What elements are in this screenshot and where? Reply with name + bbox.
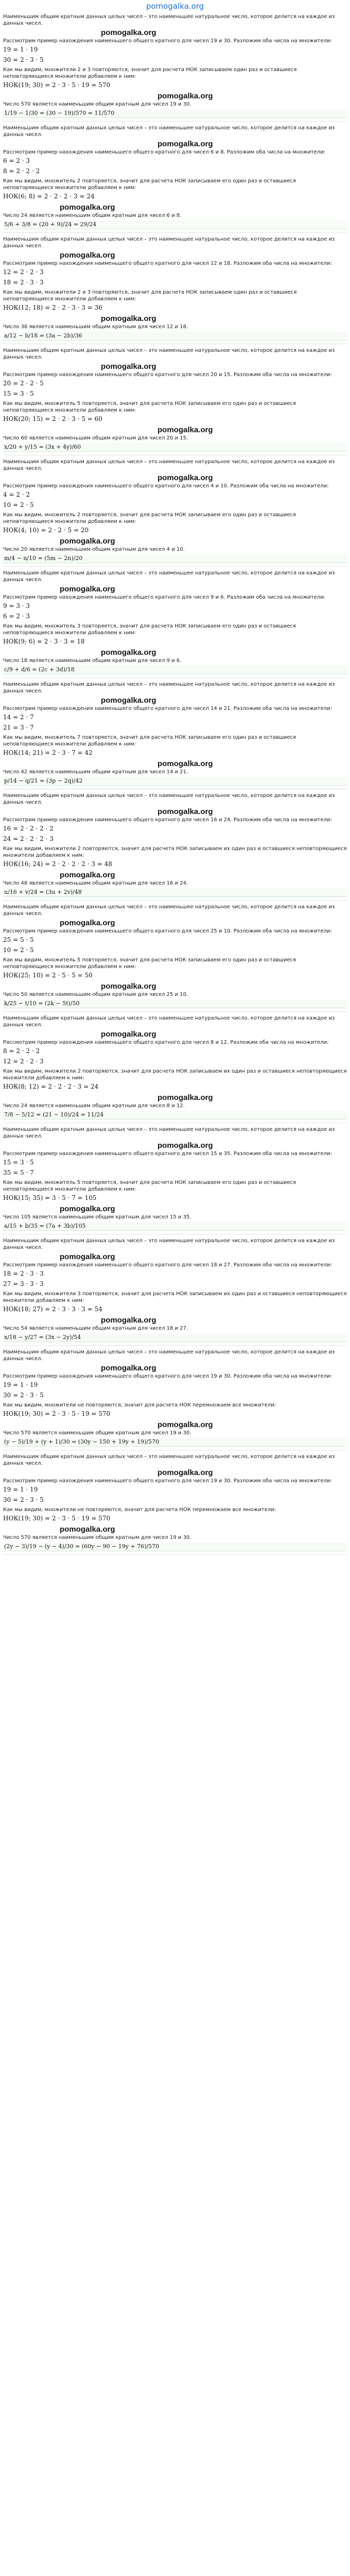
step-text: Как мы видим, множитель 3 повторяется, значит для расчета НОК записываем его один раз и оставшиеся неповторяющиеся множители добавляем к ним: [3,623,296,636]
method-text: Рассмотрим пример нахождения наименьшего общего кратного для чисел 9 и 6. Разложим оба числа на множители: [3,595,326,600]
method-text: Рассмотрим пример нахождения наименьшего общего кратного для чисел 25 и 10. Разложим оба числа на множители: [3,928,332,934]
solution-content [0,12,350,1555]
lcm-result: НОК(4; 10) = 2 · 2 · 5 = 20 [3,527,89,534]
lcm-result: НОК(25; 10) = 2 · 5 · 5 = 50 [3,972,93,979]
method-text: Рассмотрим пример нахождения наименьшего общего кратного для чисел 15 и 35. Разложим оба числа на множители: [3,1151,332,1157]
step-text: Как мы видим, множители не повторяются, значит для расчета НОК перемножаем все множители: [3,1507,276,1513]
factorization-1: 8 = 2 · 2 · 2 [3,1047,40,1055]
step-text: Как мы видим, множители 2 и 3 повторяются, значит для расчета НОК записываем один раз и оставшиеся неповторяющиеся множители добавляем к ним: [3,67,297,79]
method-text: Рассмотрим пример нахождения наименьшего общего кратного для чисел 4 и 10. Разложим оба числа на множители: [3,483,329,489]
solution-block [3,1015,347,1123]
step-text: Как мы видим, множители 2 повторяются, значит для расчета НОК записываем их один раз и оставшиеся неповторяющиеся множители добавляем к ним: [3,1069,347,1081]
factorization-2: 10 = 2 · 5 [3,501,34,509]
lcm-result: НОК(12; 18) = 2 · 2 · 3 · 3 = 36 [3,304,102,311]
divider [3,1554,347,1555]
watermark-text: pomogalka.org [101,1030,156,1039]
solution-block [3,347,347,455]
lcm-result: НОК(19; 30) = 2 · 3 · 5 · 19 = 570 [3,81,111,89]
divider [3,232,347,233]
solution-block [3,681,347,789]
fraction-expression: a/15 + b/35 = (7a + 3b)/105 [3,1222,347,1231]
watermark-text: pomogalka.org [101,1316,156,1325]
factorization-1: 25 = 5 · 5 [3,936,34,943]
lcm-result: НОК(6; 8) = 2 · 2 · 2 · 3 = 24 [3,193,95,200]
fraction-expression: (2y − 3)/19 − (y − 4)/30 = (60y − 90 − 19y + 76)/570 [3,1543,347,1551]
fraction-expression: u/16 + v/24 = (3u + 2v)/48 [3,888,347,897]
note-text: Число 50 является наименьшим общим кратным для чисел 25 и 10. [3,992,188,997]
watermark-text: pomogalka.org [157,473,213,482]
fraction-expression: 7/8 − 5/12 = (21 − 10)/24 = 11/24 [3,1111,347,1120]
solution-block [3,236,347,344]
watermark-text: pomogalka.org [60,919,115,927]
solution-block [3,1349,347,1450]
site-header [0,0,350,12]
note-text: Число 570 является наименьшим общим кратным для чисел 19 и 30. [3,1535,191,1540]
factorization-1: 19 = 1 · 19 [3,46,38,53]
divider [3,121,347,122]
fraction-expression: k/25 − t/10 = (2k − 5t)/50 [3,999,347,1008]
solution-block [3,13,347,122]
factorization-2: 35 = 5 · 7 [3,1169,34,1176]
watermark-text: pomogalka.org [101,28,156,37]
watermark-text: pomogalka.org [60,871,115,879]
definition-text: Наименьшим общим кратным данных целых чисел – это наименьшее натуральное число, которое делится на каждое из данных чисел. [3,1454,335,1466]
solution-block [3,904,347,1012]
watermark-text: pomogalka.org [157,1420,213,1429]
note-text: Число 18 является наименьшим общим кратным для чисел 9 и 6. [3,658,182,664]
factorization-2: 24 = 2 · 2 · 2 · 3 [3,835,54,842]
site-link[interactable]: pomogalka.org [146,2,204,11]
definition-text: Наименьшим общим кратным данных целых чисел – это наименьшее натуральное число, которое делится на каждое из данных чисел. [3,1238,335,1250]
factorization-1: 19 = 1 · 19 [3,1486,38,1493]
method-text: Рассмотрим пример нахождения наименьшего общего кратного для чисел 18 и 27. Разложим оба числа на множители: [3,1262,332,1268]
watermark-text: pomogalka.org [157,426,213,434]
definition-text: Наименьшим общим кратным данных целых чисел – это наименьшее натуральное число, которое делится на каждое из данных чисел. [3,14,335,26]
watermark-text: pomogalka.org [60,251,115,260]
method-text: Рассмотрим пример нахождения наименьшего общего кратного для чисел 8 и 12. Разложим оба числа на множители: [3,1040,329,1045]
watermark-text: pomogalka.org [101,696,156,705]
watermark-text: pomogalka.org [101,1364,156,1372]
lcm-result: НОК(14; 21) = 2 · 3 · 7 = 42 [3,749,93,756]
watermark-text: pomogalka.org [101,362,156,371]
factorization-1: 19 = 1 · 19 [3,1381,38,1388]
method-text: Рассмотрим пример нахождения наименьшего общего кратного для чисел 20 и 15. Разложим оба числа на множители: [3,372,332,378]
fraction-expression: x/18 − y/27 = (3x − 2y)/54 [3,1333,347,1342]
definition-text: Наименьшим общим кратным данных целых чисел – это наименьшее натуральное число, которое делится на каждое из данных чисел. [3,1127,335,1139]
watermark-text: pomogalka.org [60,1252,115,1261]
watermark-text: pomogalka.org [157,92,213,100]
factorization-2: 27 = 3 · 3 · 3 [3,1280,44,1287]
watermark-text: pomogalka.org [157,1468,213,1477]
method-text: Рассмотрим пример нахождения наименьшего общего кратного для чисел 16 и 24. Разложим оба числа на множители: [3,817,332,823]
watermark-text: pomogalka.org [60,585,115,594]
divider [3,1011,347,1012]
step-text: Как мы видим, множитель 2 повторяется, значит для расчета НОК записываем его один раз и оставшиеся неповторяющиеся множители добавляем к ним: [3,178,296,191]
watermark-text: pomogalka.org [101,648,156,657]
note-text: Число 42 является наименьшим общим кратным для чисел 14 и 21. [3,769,188,775]
factorization-2: 12 = 2 · 2 · 3 [3,1058,44,1065]
fraction-expression: 5/6 + 3/8 = (20 + 9)/24 = 29/24 [3,221,347,229]
factorization-1: 16 = 2 · 2 · 2 · 2 [3,825,54,832]
definition-text: Наименьшим общим кратным данных целых чисел – это наименьшее натуральное число, которое делится на каждое из данных чисел. [3,1349,335,1362]
note-text: Число 24 является наименьшим общим кратным для чисел 6 и 8. [3,213,182,218]
definition-text: Наименьшим общим кратным данных целых чисел – это наименьшее натуральное число, которое делится на каждое из данных чисел. [3,682,335,694]
definition-text: Наименьшим общим кратным данных целых чисел – это наименьшее натуральное число, которое делится на каждое из данных чисел. [3,348,335,360]
watermark-text: pomogalka.org [157,140,213,148]
lcm-result: НОК(19; 30) = 2 · 3 · 5 · 19 = 570 [3,1515,111,1522]
solution-block [3,459,347,567]
note-text: Число 54 является наименьшим общим кратным для чисел 18 и 27. [3,1326,188,1331]
divider [3,566,347,567]
watermark-text: pomogalka.org [60,1205,115,1213]
factorization-2: 6 = 2 · 3 [3,613,30,620]
solution-block [3,792,347,901]
watermark-text: pomogalka.org [157,807,213,816]
definition-text: Наименьшим общим кратным данных целых чисел – это наименьшее натуральное число, которое делится на каждое из данных чисел. [3,236,335,249]
definition-text: Наименьшим общим кратным данных целых чисел – это наименьшее натуральное число, которое делится на каждое из данных чисел. [3,1015,335,1028]
definition-text: Наименьшим общим кратным данных целых чисел – это наименьшее натуральное число, которое делится на каждое из данных чисел. [3,904,335,917]
factorization-2: 21 = 3 · 7 [3,724,34,731]
step-text: Как мы видим, множители 3 повторяются, значит для расчета НОК записываем их один раз и оставшиеся неповторяющиеся множители добавляем к ним: [3,1291,347,1303]
lcm-result: НОК(18; 27) = 2 · 3 · 3 · 3 = 54 [3,1306,102,1313]
note-text: Число 105 является наименьшим общим кратным для чисел 15 и 35. [3,1214,191,1220]
note-text: Число 36 является наименьшим общим кратным для чисел 12 и 18. [3,324,188,330]
note-text: Число 48 является наименьшим общим кратным для чисел 16 и 24. [3,880,188,886]
watermark-text: pomogalka.org [157,759,213,768]
watermark-text: pomogalka.org [101,982,156,991]
factorization-1: 18 = 2 · 3 · 3 [3,1270,44,1277]
watermark-text: pomogalka.org [101,314,156,323]
factorization-1: 14 = 2 · 7 [3,714,34,721]
fraction-expression: 1/19 − 1/30 = (30 − 19)/570 = 11/570 [3,109,347,118]
step-text: Как мы видим, множители 2 повторяются, значит для расчета НОК записываем их один раз и оставшиеся неповторяющиеся множители добавляем к ним: [3,846,347,858]
factorization-2: 30 = 2 · 3 · 5 [3,1496,44,1503]
step-text: Как мы видим, множитель 7 повторяется, значит для расчета НОК записываем его один раз и оставшиеся неповторяющиеся множители добавляем к ним: [3,735,296,747]
divider [3,900,347,901]
factorization-1: 15 = 3 · 5 [3,1159,34,1166]
factorization-2: 18 = 2 · 3 · 3 [3,279,44,286]
factorization-2: 30 = 2 · 3 · 5 [3,1392,44,1399]
lcm-result: НОК(9; 6) = 2 · 3 · 3 = 18 [3,638,85,645]
solution-block [3,1238,347,1346]
solution-block [3,1126,347,1234]
solution-block [3,125,347,233]
factorization-1: 12 = 2 · 2 · 3 [3,268,44,276]
definition-text: Наименьшим общим кратным данных целых чисел – это наименьшее натуральное число, которое делится на каждое из данных чисел. [3,125,335,138]
note-text: Число 20 является наименьшим общим кратным для чисел 4 и 10. [3,547,185,552]
factorization-2: 8 = 2 · 2 · 2 [3,167,40,175]
method-text: Рассмотрим пример нахождения наименьшего общего кратного для чисел 19 и 30. Разложим оба числа на множители: [3,1374,332,1379]
note-text: Число 24 является наименьшим общим кратным для чисел 8 и 12. [3,1103,185,1109]
factorization-2: 10 = 2 · 5 [3,946,34,954]
step-text: Как мы видим, множители не повторяются, значит для расчета НОК перемножаем все множители: [3,1402,276,1408]
factorization-1: 4 = 2 · 2 [3,491,30,498]
step-text: Как мы видим, множитель 5 повторяется, значит для расчета НОК записываем его один раз и оставшиеся неповторяющиеся множители добавляем к ним: [3,401,296,413]
factorization-1: 9 = 3 · 3 [3,602,30,609]
note-text: Число 570 является наименьшим общим кратным для чисел 19 и 30. [3,1430,191,1436]
fraction-expression: p/14 − q/21 = (3p − 2q)/42 [3,777,347,786]
fraction-expression: m/4 − n/10 = (5m − 2n)/20 [3,554,347,563]
step-text: Как мы видим, множитель 2 повторяется, значит для расчета НОК записываем его один раз и оставшиеся неповторяющиеся множители добавляем к ним: [3,512,296,524]
lcm-result: НОК(15; 35) = 3 · 5 · 7 = 105 [3,1194,97,1201]
method-text: Рассмотрим пример нахождения наименьшего общего кратного для чисел 19 и 30. Разложим оба числа на множители: [3,38,332,44]
lcm-result: НОК(8; 12) = 2 · 2 · 2 · 3 = 24 [3,1083,99,1090]
factorization-1: 20 = 2 · 2 · 5 [3,380,44,387]
definition-text: Наименьшим общим кратным данных целых чисел – это наименьшее натуральное число, которое делится на каждое из данных чисел. [3,459,335,471]
fraction-expression: c/9 + d/6 = (2c + 3d)/18 [3,666,347,674]
lcm-result: НОК(16; 24) = 2 · 2 · 2 · 2 · 3 = 48 [3,860,112,868]
divider [3,677,347,678]
method-text: Рассмотрим пример нахождения наименьшего общего кратного для чисел 19 и 30. Разложим оба числа на множители: [3,1478,332,1484]
fraction-expression: a/12 − b/18 = (3a − 2b)/36 [3,332,347,341]
watermark-text: pomogalka.org [60,1525,115,1534]
solution-block [3,570,347,678]
fraction-expression: (y − 5)/19 + (y + 1)/30 = (30y − 150 + 19y + 19)/570 [3,1438,347,1447]
definition-text: Наименьшим общим кратным данных целых чисел – это наименьшее натуральное число, которое делится на каждое из данных чисел. [3,793,335,805]
watermark-text: pomogalka.org [60,203,115,212]
step-text: Как мы видим, множитель 5 повторяется, значит для расчета НОК записываем его один раз и оставшиеся неповторяющиеся множители добавляем к ним: [3,957,296,970]
lcm-result: НОК(20; 15) = 2 · 2 · 3 · 5 = 60 [3,415,102,422]
watermark-text: pomogalka.org [60,537,115,546]
step-text: Как мы видим, множитель 5 повторяется, значит для расчета НОК записываем его один раз и оставшиеся неповторяющиеся множители добавляем к ним: [3,1180,296,1192]
definition-text: Наименьшим общим кратным данных целых чисел – это наименьшее натуральное число, которое делится на каждое из данных чисел. [3,570,335,583]
step-text: Как мы видим, множители 2 и 3 повторяются, значит для расчета НОК записываем один раз и оставшиеся неповторяющиеся множители добавляем к ним: [3,290,297,302]
lcm-result: НОК(19; 30) = 2 · 3 · 5 · 19 = 570 [3,1410,111,1417]
note-text: Число 60 является наименьшим общим кратным для чисел 20 и 15. [3,435,188,441]
factorization-2: 15 = 3 · 5 [3,390,34,397]
factorization-2: 30 = 2 · 3 · 5 [3,56,44,63]
watermark-text: pomogalka.org [157,1093,213,1102]
method-text: Рассмотрим пример нахождения наименьшего общего кратного для чисел 14 и 21. Разложим оба числа на множители: [3,706,332,711]
factorization-1: 6 = 2 · 3 [3,157,30,164]
solution-block [3,1453,347,1555]
note-text: Число 570 является наименьшим общим кратным для чисел 19 и 30. [3,101,191,107]
method-text: Рассмотрим пример нахождения наименьшего общего кратного для чисел 6 и 8. Разложим оба числа на множители: [3,149,326,155]
divider [3,1345,347,1346]
watermark-text: pomogalka.org [157,1141,213,1150]
method-text: Рассмотрим пример нахождения наименьшего общего кратного для чисел 12 и 18. Разложим оба числа на множители: [3,261,332,266]
fraction-expression: x/20 + y/15 = (3x + 4y)/60 [3,443,347,452]
